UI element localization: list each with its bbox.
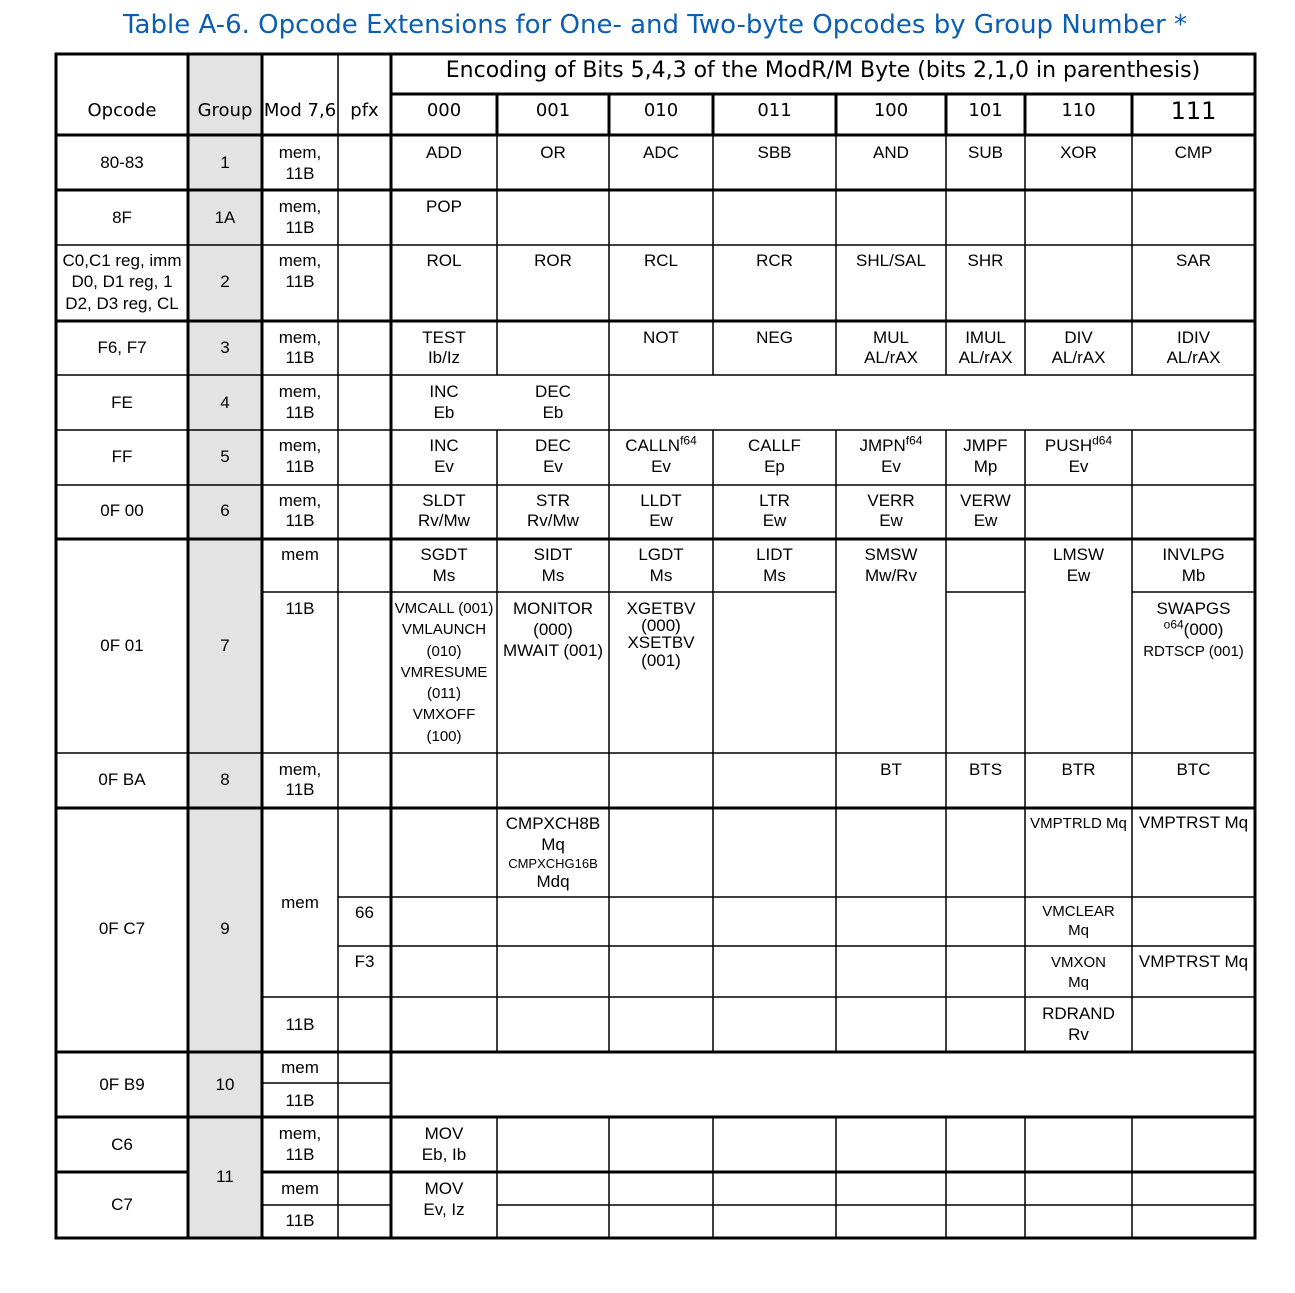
op-cell: BTC — [1176, 760, 1211, 779]
group-cell: 5 — [220, 447, 230, 466]
op-cell: (100) — [426, 728, 462, 745]
op-cell: SWAPGS — [1156, 599, 1231, 618]
op-cell: SGDT — [420, 545, 468, 564]
op-cell: Ms — [763, 566, 786, 585]
mod-cell: 11B — [285, 1211, 315, 1230]
mod-cell: 11B — [285, 218, 315, 237]
op-cell: Mw/Rv — [865, 566, 917, 585]
mod-cell: 11B — [285, 403, 315, 422]
op-cell: Eb — [542, 403, 564, 422]
op-cell: Ev — [434, 457, 454, 476]
op-cell: ROL — [426, 251, 462, 270]
group-cell: 9 — [220, 919, 230, 938]
op-cell: MOV — [424, 1124, 464, 1143]
op-cell: Ew — [1066, 566, 1091, 585]
op-cell: $JMPN^{f64}$ — [859, 433, 923, 455]
op-cell: Ev — [1068, 457, 1089, 476]
op-cell: SHL/SAL — [856, 251, 926, 270]
op-cell: INVLPG — [1162, 545, 1225, 564]
op-cell: LGDT — [638, 545, 684, 564]
op-cell: Ms — [541, 566, 565, 585]
op-cell: NOT — [643, 328, 679, 347]
encoding-header: Encoding of Bits 5,4,3 of the ModR/M Byte (bits 2,1,0 in parenthesis) — [445, 58, 1201, 83]
op-cell: STR — [536, 491, 570, 510]
group-cell: 1A — [214, 208, 236, 227]
group-cell: 6 — [220, 501, 230, 520]
op-cell: XOR — [1060, 143, 1097, 162]
op-cell: Rv — [1068, 1025, 1089, 1044]
mod-cell: 11B — [285, 511, 315, 530]
mod-cell: 11B — [285, 780, 315, 799]
op-cell: JMPF — [963, 436, 1008, 455]
op-cell: Ew — [762, 511, 787, 530]
op-cell: SBB — [757, 143, 792, 162]
mod-cell: mem, — [278, 197, 322, 216]
mod-cell: 11B — [285, 1145, 315, 1164]
op-cell: (001) — [641, 651, 681, 670]
op-cell: SLDT — [422, 491, 466, 510]
op-cell: VERR — [867, 491, 915, 510]
op-cell: Ev — [651, 457, 671, 476]
header-bit-000: 000 — [426, 100, 462, 121]
op-cell: Ev — [543, 457, 563, 476]
group-cell: 8 — [220, 770, 230, 789]
mod-cell: 11B — [285, 599, 315, 618]
op-cell: AL/rAX — [1051, 348, 1106, 367]
mod-cell: mem — [281, 1179, 319, 1198]
op-cell: Ew — [879, 511, 903, 530]
op-cell: $^{o64}$(000) — [1163, 617, 1224, 639]
mod-cell: mem, — [278, 1124, 322, 1143]
op-cell: Mb — [1181, 566, 1206, 585]
op-cell: POP — [426, 197, 462, 216]
op-cell: LIDT — [756, 545, 793, 564]
mod-cell: mem, — [278, 491, 322, 510]
op-cell: Mq — [1068, 974, 1089, 991]
op-cell: TEST — [422, 328, 466, 347]
op-cell: Eb, Ib — [421, 1145, 467, 1164]
op-cell: DEC — [535, 436, 571, 455]
op-cell: (011) — [427, 685, 461, 702]
opcode-cell: 0F C7 — [98, 919, 146, 938]
op-cell: XGETBV — [626, 599, 696, 618]
op-cell: MUL — [873, 328, 909, 347]
op-cell: VMRESUME — [400, 664, 488, 681]
op-cell: Mdq — [536, 872, 570, 891]
mod-cell: mem, — [278, 760, 322, 779]
op-cell: Rv/Mw — [418, 511, 470, 530]
header-bit-110: 110 — [1061, 100, 1096, 121]
op-cell: XSETBV — [627, 633, 695, 652]
opcode-cell: F6, F7 — [97, 338, 147, 357]
op-cell: Ms — [432, 566, 456, 585]
op-cell: VMXON — [1050, 954, 1106, 971]
op-cell: AL/rAX — [1166, 348, 1221, 367]
header-bit-111: 111 — [1170, 97, 1217, 125]
opcode-cell: FE — [111, 393, 133, 412]
group-cell: 11 — [216, 1167, 234, 1186]
op-cell: INC — [429, 436, 459, 455]
op-cell: Ib/Iz — [427, 348, 461, 367]
mod-cell: mem — [281, 545, 319, 564]
op-cell: Ew — [649, 511, 673, 530]
op-cell: (010) — [426, 643, 462, 660]
mod-cell: mem, — [278, 251, 322, 270]
op-cell: VMXOFF — [412, 706, 476, 723]
op-cell: VMLAUNCH — [401, 621, 487, 638]
op-cell: RDTSCP (001) — [1143, 643, 1244, 660]
op-cell: (000) — [641, 616, 681, 635]
header-pfx: pfx — [350, 100, 379, 121]
pfx-cell: F3 — [354, 952, 375, 971]
mod-cell: 11B — [285, 272, 315, 291]
group-cell: 3 — [220, 338, 230, 357]
mod-cell: 11B — [285, 164, 315, 183]
op-cell: SUB — [968, 143, 1003, 162]
op-cell: SMSW — [864, 545, 918, 564]
op-cell: Mq — [1068, 922, 1089, 939]
mod-cell: 11B — [285, 1091, 315, 1110]
op-cell: CMPXCH8B — [505, 814, 601, 833]
op-cell: OR — [540, 143, 566, 162]
op-cell: VMPTRST Mq — [1138, 813, 1249, 832]
opcode-cell: C6 — [111, 1135, 133, 1154]
header-bit-101: 101 — [968, 100, 1003, 121]
op-cell: BTS — [968, 760, 1003, 779]
op-cell: AL/rAX — [958, 348, 1013, 367]
opcode-cell: 0F 01 — [100, 636, 144, 655]
mod-cell: 11B — [285, 1015, 315, 1034]
opcode-cell: FF — [111, 447, 133, 466]
op-cell: ROR — [534, 251, 572, 270]
opcode-cell: 8F — [112, 208, 132, 227]
header-bit-100: 100 — [873, 100, 909, 121]
op-cell: VERW — [960, 491, 1011, 510]
op-cell: LMSW — [1053, 545, 1104, 564]
op-cell: AL/rAX — [864, 348, 918, 367]
op-cell: (000) — [533, 620, 573, 639]
header-bit-010: 010 — [643, 100, 679, 121]
opcode-cell: C0,C1 reg, imm — [62, 251, 182, 270]
op-cell: Eb — [433, 403, 455, 422]
op-cell: BTR — [1061, 760, 1096, 779]
mod-cell: mem, — [278, 328, 322, 347]
group-cell: 10 — [215, 1075, 235, 1094]
op-cell: RCL — [643, 251, 678, 270]
op-cell: RDRAND — [1042, 1004, 1115, 1023]
header-mod: Mod 7,6 — [263, 100, 337, 121]
op-cell: Ep — [764, 457, 785, 476]
op-cell: AND — [873, 143, 909, 162]
group-cell: 1 — [220, 153, 230, 172]
op-cell: Mq — [541, 835, 565, 854]
op-cell: RCR — [756, 251, 793, 270]
op-cell: LLDT — [640, 491, 682, 510]
header-group: Group — [197, 100, 253, 121]
op-cell: Ev — [881, 457, 901, 476]
op-cell: Ev, Iz — [423, 1200, 465, 1219]
op-cell: CMPXCHG16B — [508, 856, 598, 871]
opcode-cell: 0F BA — [98, 770, 146, 789]
op-cell: IDIV — [1176, 328, 1211, 347]
header-bit-011: 011 — [757, 100, 792, 121]
op-cell: SAR — [1176, 251, 1211, 270]
group-cell: 2 — [220, 272, 230, 291]
op-cell: DEC — [535, 382, 571, 401]
mod-cell: mem, — [278, 143, 322, 162]
op-cell: INC — [429, 382, 459, 401]
pfx-cell: 66 — [355, 903, 374, 922]
op-cell: SHR — [967, 251, 1004, 270]
mod-cell: 11B — [285, 457, 315, 476]
op-cell: DIV — [1064, 328, 1093, 347]
op-cell: MWAIT (001) — [502, 641, 604, 660]
table-title: Table A-6. Opcode Extensions for One- and Two-byte Opcodes by Group Number * — [122, 10, 1188, 40]
op-cell: VMCALL (001) — [394, 600, 494, 617]
op-cell: LTR — [759, 491, 790, 510]
opcode-cell: C7 — [111, 1195, 133, 1214]
op-cell: $PUSH^{d64}$ — [1044, 433, 1113, 455]
op-cell: BT — [880, 760, 902, 779]
op-cell: VMPTRLD Mq — [1030, 815, 1127, 832]
group-cell: 4 — [220, 393, 230, 412]
op-cell: Ms — [649, 566, 673, 585]
opcode-cell: 0F 00 — [100, 501, 144, 520]
group-cell: 7 — [220, 636, 230, 655]
mod-cell: mem — [281, 893, 319, 912]
op-cell: VMPTRST Mq — [1138, 952, 1249, 971]
op-cell: Ew — [973, 511, 998, 530]
op-cell: Rv/Mw — [527, 511, 579, 530]
mod-cell: mem, — [278, 382, 322, 401]
op-cell: NEG — [756, 328, 793, 347]
op-cell: IMUL — [965, 328, 1006, 347]
op-cell: ADC — [643, 143, 679, 162]
header-bit-001: 001 — [535, 100, 571, 121]
opcode-cell: D2, D3 reg, CL — [65, 294, 179, 313]
op-cell: CALLF — [748, 436, 801, 455]
op-cell: $CALLN^{f64}$ — [625, 433, 697, 455]
opcode-cell: D0, D1 reg, 1 — [71, 272, 173, 291]
op-cell: CMP — [1174, 143, 1213, 162]
mod-cell: 11B — [285, 348, 315, 367]
mod-cell: mem, — [278, 436, 322, 455]
op-cell: Mp — [973, 457, 998, 476]
mod-cell: mem — [281, 1058, 319, 1077]
header-opcode: Opcode — [87, 100, 157, 121]
opcode-cell: 80-83 — [100, 153, 144, 172]
opcode-cell: 0F B9 — [99, 1075, 145, 1094]
op-cell: SIDT — [533, 545, 573, 564]
op-cell: ADD — [426, 143, 462, 162]
op-cell: MOV — [424, 1179, 464, 1198]
op-cell: VMCLEAR — [1042, 903, 1115, 920]
op-cell: MONITOR — [513, 599, 593, 618]
